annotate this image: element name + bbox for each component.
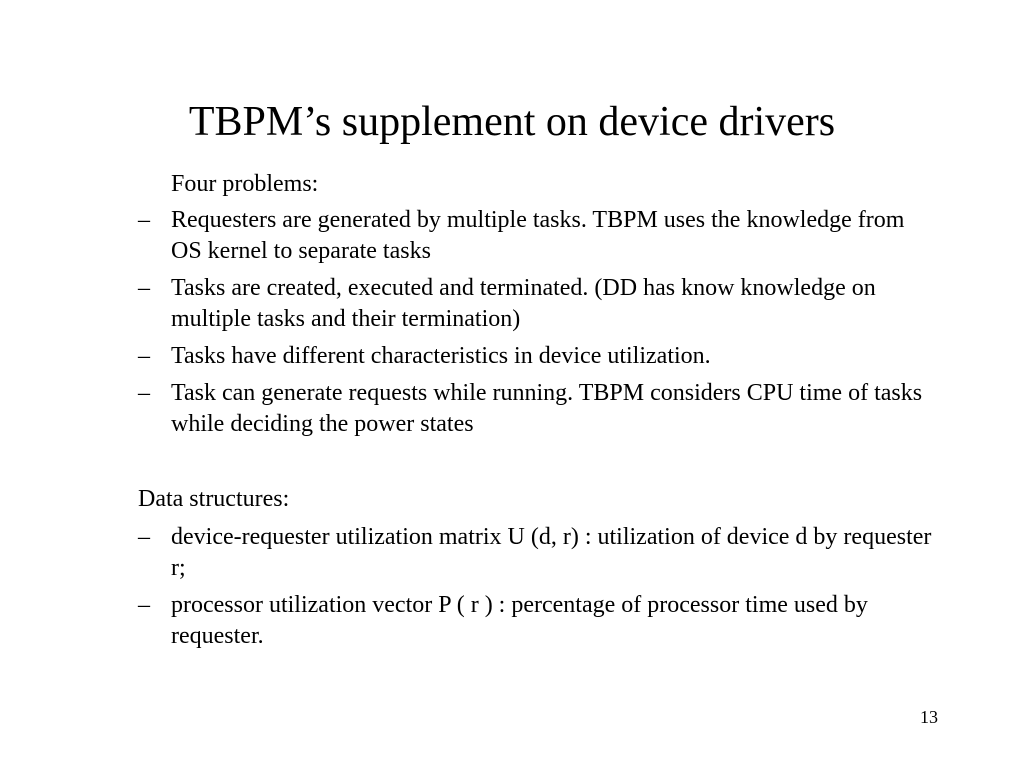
problem-text: Tasks have different characteristics in device utilization. [171,343,711,369]
data-structures-heading: Data structures: [138,486,290,512]
dash-bullet-icon: – [138,592,150,618]
list-item [138,522,938,584]
list-item [138,378,938,440]
dash-bullet-icon: – [138,207,150,233]
problems-intro: Four problems: [171,171,319,197]
data-structure-text: device-requester utilization matrix U (d, r) : utilization of device d by requester r; [171,524,932,581]
problem-text: Tasks are created, executed and terminated. (DD has know knowledge on multiple tasks and their termination) [171,275,876,332]
list-item [138,273,938,335]
dash-bullet-icon: – [138,380,150,406]
dash-bullet-icon: – [138,524,150,550]
problems-list [138,205,938,446]
list-item [138,590,938,652]
list-item [138,341,938,372]
page-number: 13 [920,707,938,727]
data-structure-text: processor utilization vector P ( r ) : percentage of processor time used by requester. [171,592,868,649]
problem-text: Task can generate requests while running. TBPM considers CPU time of tasks while deciding the power states [171,380,923,437]
slide-title: TBPM’s supplement on device drivers [188,99,836,145]
problem-text: Requesters are generated by multiple tasks. TBPM uses the knowledge from OS kernel to separate tasks [171,207,905,264]
dash-bullet-icon: – [138,275,150,301]
list-item [138,205,938,267]
dash-bullet-icon: – [138,343,150,369]
data-structures-list [138,522,938,658]
